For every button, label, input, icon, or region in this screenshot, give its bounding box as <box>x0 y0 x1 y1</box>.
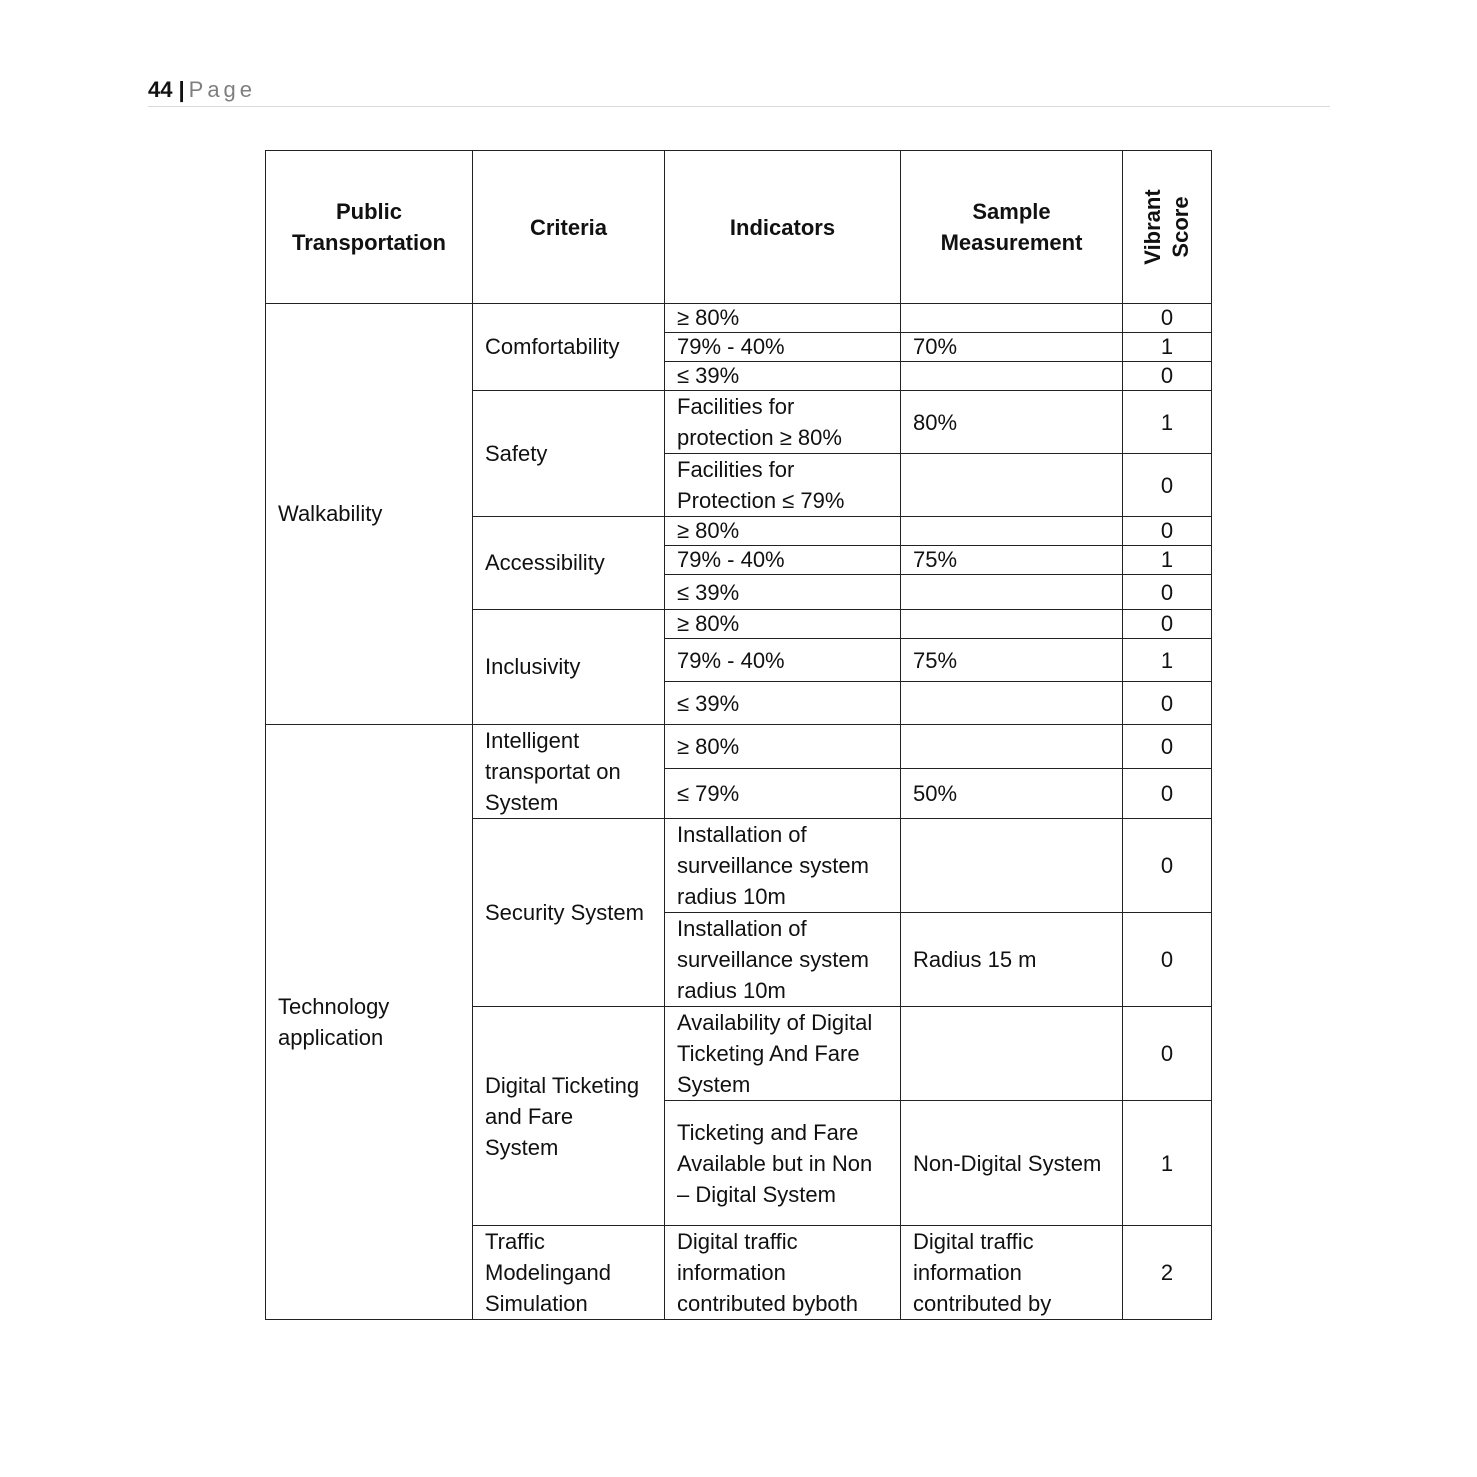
criteria-digital-ticketing: Digital Ticketing and Fare System <box>473 1007 665 1226</box>
score-cell: 0 <box>1123 517 1212 546</box>
measurement-cell <box>901 682 1123 725</box>
category-walkability: Walkability <box>266 304 473 725</box>
score-cell: 0 <box>1123 682 1212 725</box>
measurement-cell <box>901 304 1123 333</box>
measurement-cell <box>901 575 1123 610</box>
score-cell: 1 <box>1123 391 1212 454</box>
score-cell: 2 <box>1123 1226 1212 1320</box>
table-header-row <box>266 151 1212 304</box>
score-cell: 0 <box>1123 575 1212 610</box>
measurement-cell: 75% <box>901 546 1123 575</box>
indicator-cell: Digital traffic information contributed byboth <box>665 1226 901 1320</box>
measurement-cell: Radius 15 m <box>901 913 1123 1007</box>
indicator-cell: ≥ 80% <box>665 725 901 769</box>
page-header <box>148 74 1330 107</box>
header-indicators: Indicators <box>665 151 901 304</box>
score-cell: 1 <box>1123 639 1212 682</box>
criteria-traffic-modeling: Traffic Modelingand Simulation <box>473 1226 665 1320</box>
indicator-cell: Facilities for protection ≥ 80% <box>665 391 901 454</box>
indicator-cell: 79% - 40% <box>665 333 901 362</box>
indicator-cell: ≤ 39% <box>665 575 901 610</box>
measurement-cell <box>901 517 1123 546</box>
category-technology-application: Technology application <box>266 725 473 1320</box>
score-cell: 0 <box>1123 454 1212 517</box>
score-cell: 0 <box>1123 1007 1212 1101</box>
measurement-cell: Non-Digital System <box>901 1101 1123 1226</box>
score-cell: 0 <box>1123 913 1212 1007</box>
indicator-cell: ≤ 79% <box>665 768 901 818</box>
score-cell: 1 <box>1123 333 1212 362</box>
score-cell: 0 <box>1123 304 1212 333</box>
measurement-cell <box>901 819 1123 913</box>
indicator-cell: ≥ 80% <box>665 304 901 333</box>
indicator-cell: Installation of surveillance system radius 10m <box>665 913 901 1007</box>
score-cell: 0 <box>1123 819 1212 913</box>
measurement-cell: Digital traffic information contributed by <box>901 1226 1123 1320</box>
indicator-cell: Installation of surveillance system radius 10m <box>665 819 901 913</box>
score-cell: 1 <box>1123 1101 1212 1226</box>
indicator-cell: ≤ 39% <box>665 362 901 391</box>
header-criteria: Criteria <box>473 151 665 304</box>
page-number: 44 <box>148 77 173 102</box>
score-cell: 0 <box>1123 610 1212 639</box>
indicator-cell: ≥ 80% <box>665 517 901 546</box>
criteria-security-system: Security System <box>473 819 665 1007</box>
page-word: Page <box>188 77 257 102</box>
criteria-accessibility: Accessibility <box>473 517 665 610</box>
measurement-cell <box>901 454 1123 517</box>
header-vibrant-score: Vibrant Score <box>1123 151 1212 304</box>
measurement-cell <box>901 725 1123 769</box>
score-cell: 0 <box>1123 362 1212 391</box>
measurement-cell: 80% <box>901 391 1123 454</box>
measurement-cell: 75% <box>901 639 1123 682</box>
criteria-comfortability: Comfortability <box>473 304 665 391</box>
indicator-cell: Facilities for Protection ≤ 79% <box>665 454 901 517</box>
criteria-safety: Safety <box>473 391 665 517</box>
score-cell: 1 <box>1123 546 1212 575</box>
measurement-cell <box>901 362 1123 391</box>
score-cell: 0 <box>1123 725 1212 769</box>
measurement-cell <box>901 610 1123 639</box>
criteria-intelligent-transportation: Intelligent transportat on System <box>473 725 665 819</box>
table-row <box>266 725 1212 769</box>
measurement-cell <box>901 1007 1123 1101</box>
table-row <box>266 304 1212 333</box>
indicator-cell: ≤ 39% <box>665 682 901 725</box>
score-cell: 0 <box>1123 768 1212 818</box>
measurement-cell: 50% <box>901 768 1123 818</box>
header-sample-measurement: Sample Measurement <box>901 151 1123 304</box>
criteria-inclusivity: Inclusivity <box>473 610 665 725</box>
indicator-cell: Availability of Digital Ticketing And Fare System <box>665 1007 901 1101</box>
page-separator: | <box>178 77 185 102</box>
indicator-cell: ≥ 80% <box>665 610 901 639</box>
header-public-transportation: Public Transportation <box>266 151 473 304</box>
evaluation-table <box>265 150 1212 1320</box>
indicator-cell: 79% - 40% <box>665 546 901 575</box>
measurement-cell: 70% <box>901 333 1123 362</box>
indicator-cell: Ticketing and Fare Available but in Non – Digital System <box>665 1101 901 1226</box>
indicator-cell: 79% - 40% <box>665 639 901 682</box>
